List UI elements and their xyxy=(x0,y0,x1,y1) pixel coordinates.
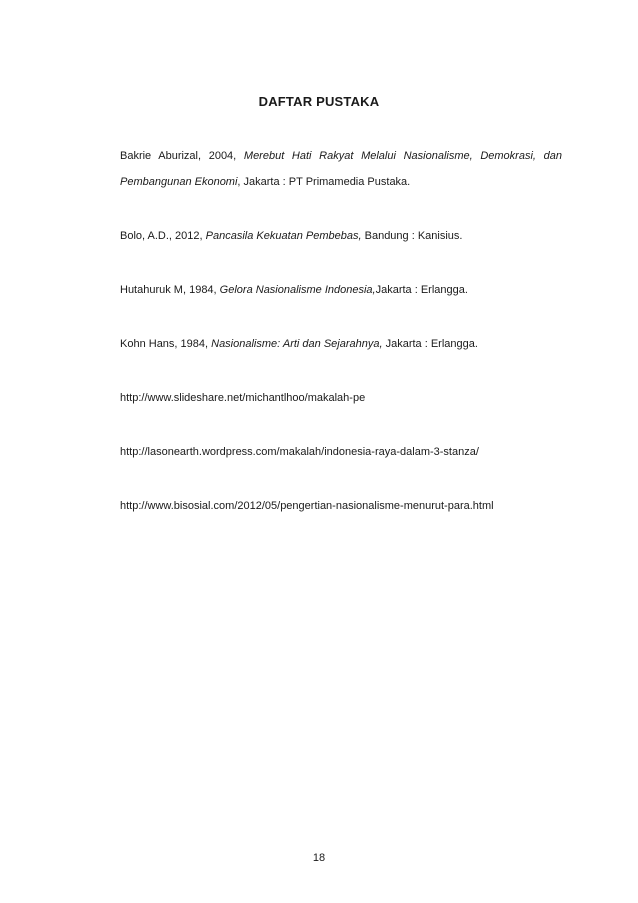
reference-publisher: , Jakarta : PT Primamedia Pustaka. xyxy=(237,176,411,188)
reference-entry xyxy=(120,331,562,357)
reference-entry xyxy=(120,223,562,249)
reference-url[interactable]: http://lasonearth.wordpress.com/makalah/indonesia-raya-dalam-3-stanza/ xyxy=(120,446,479,458)
reference-author-year: Hutahuruk M, 1984, xyxy=(120,284,220,296)
reference-title: Gelora Nasionalisme Indonesia, xyxy=(219,284,376,296)
reference-author-year: Bakrie Aburizal, 2004, xyxy=(120,150,244,162)
reference-url[interactable]: http://www.slideshare.net/michantlhoo/makalah-pe xyxy=(120,392,366,404)
reference-author-year: Kohn Hans, 1984, xyxy=(120,338,212,350)
reference-title: Nasionalisme: Arti dan Sejarahnya, xyxy=(211,338,383,350)
reference-entry xyxy=(120,277,562,303)
reference-entry xyxy=(120,143,562,195)
reference-publisher: Jakarta : Erlangga. xyxy=(375,284,468,296)
reference-title: Pancasila Kekuatan Pembebas, xyxy=(205,230,362,242)
reference-title: Merebut Hati Rakyat Melalui Nasionalisme, Demokrasi, dan Pembangunan Ekonomi xyxy=(120,150,562,188)
page-title: DAFTAR PUSTAKA xyxy=(258,94,380,109)
reference-publisher: Jakarta : Erlangga. xyxy=(382,338,478,350)
page-number: 18 xyxy=(312,852,326,864)
reference-author-year: Bolo, A.D., 2012, xyxy=(120,230,206,242)
reference-publisher: Bandung : Kanisius. xyxy=(361,230,463,242)
reference-list xyxy=(120,143,562,547)
reference-url[interactable]: http://www.bisosial.com/2012/05/pengertian-nasionalisme-menurut-para.html xyxy=(120,500,494,512)
